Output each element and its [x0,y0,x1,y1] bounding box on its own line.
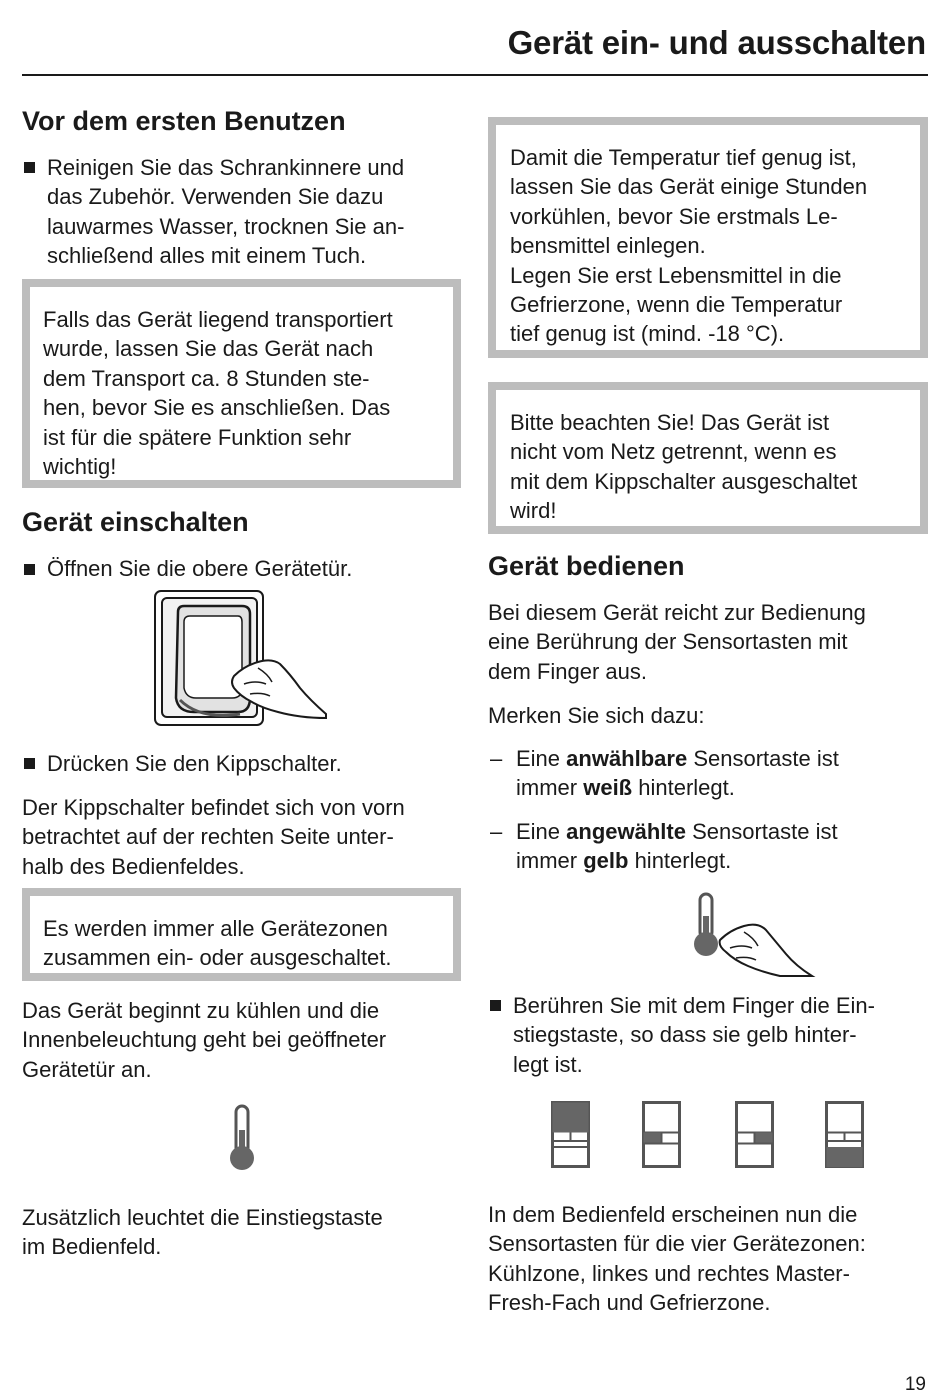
heading-vor-dem-ersten-benutzen: Vor dem ersten Benutzen [22,106,346,136]
bullet-square-icon [490,1000,501,1011]
header-divider [22,74,928,76]
list-item-selected-yellow: Eine angewählte Sensortaste ist immer gelb hinterlegt. [516,819,838,874]
note-precool: Damit die Temperatur tief genug ist, lassen Sie das Gerät einige Stunden vorkühlen, bevor Sie erstmals Le- bensmittel einlegen. Legen Sie erst Lebensmittel in die Gefrierzone, wenn die Temperatur tief genug ist (mind. -18 °C). [488,117,928,358]
list-item-selectable-white: Eine anwählbare Sensortaste ist immer weiß hinterlegt. [516,746,839,801]
paragraph-note-this: Merken Sie sich dazu: [488,703,705,728]
heading-geraet-bedienen: Gerät bedienen [488,551,685,581]
page-title: Gerät ein- und ausschalten [507,24,926,61]
paragraph-cooling-starts: Das Gerät beginnt zu kühlen und die Innenbeleuchtung geht bei geöffneter Gerätetür an. [22,998,387,1082]
dash-bullet: – [490,746,503,771]
heading-geraet-einschalten: Gerät einschalten [22,507,249,537]
zone-freezer-icon [825,1101,865,1169]
thermometer-icon [226,1104,258,1172]
bullet-square-icon [24,758,35,769]
note-transport: Falls das Gerät liegend transportiert wurde, lassen Sie das Gerät nach dem Transport ca. 8 Stunden ste- hen, bevor Sie es anschließen. Das ist für die spätere Funktion sehr wichtig! [22,279,461,488]
note-all-zones: Es werden immer alle Gerätezonen zusammen ein- oder ausgeschaltet. [22,888,461,981]
zone-cooling-icon [551,1101,591,1169]
instruction-open-door: Öffnen Sie die obere Gerätetür. [47,556,353,581]
bullet-square-icon [24,162,35,173]
note-mains: Bitte beachten Sie! Das Gerät ist nicht vom Netz getrennt, wenn es mit dem Kippschalter ausgeschaltet wird! [488,382,928,534]
paragraph-switch-location: Der Kippschalter befindet sich von vorn betrachtet auf der rechten Seite unter- halb des Bedienfeldes. [22,795,405,879]
zone-masterfresh-left-icon [642,1101,682,1169]
paragraph-entry-button: Zusätzlich leuchtet die Einstiegstaste im Bedienfeld. [22,1205,383,1260]
paragraph-four-zones: In dem Bedienfeld erscheinen nun die Sensortasten für die vier Gerätezonen: Kühlzone, linkes und rechtes Master- Fresh-Fach und Gefrierzone. [488,1202,866,1316]
zone-masterfresh-right-icon [735,1101,775,1169]
instruction-touch-entry: Berühren Sie mit dem Finger die Ein- stiegstaste, so dass sie gelb hinter- legt ist. [513,993,875,1077]
page-number: 19 [904,1374,926,1395]
instruction-press-switch: Drücken Sie den Kippschalter. [47,751,342,776]
paragraph-touch-operation: Bei diesem Gerät reicht zur Bedienung eine Berührung der Sensortasten mit dem Finger aus. [488,600,866,684]
bullet-square-icon [24,564,35,575]
rocker-switch-with-finger-icon [150,588,332,730]
instruction-clean: Reinigen Sie das Schrankinnere und das Zubehör. Verwenden Sie dazu lauwarmes Wasser, trocknen Sie an- schließend alles mit einem Tuch. [47,155,405,269]
thermometer-touch-icon [690,892,816,978]
dash-bullet: – [490,819,503,844]
